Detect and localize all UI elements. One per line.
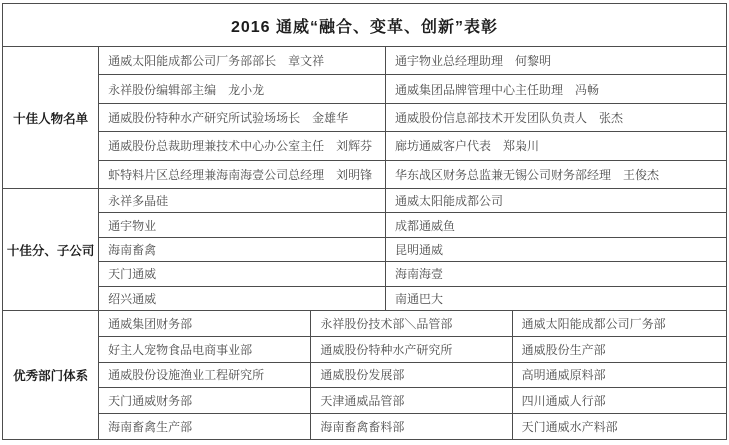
table-cell: 华东战区财务总监兼无锡公司财务部经理 王俊杰 [385, 161, 726, 188]
table-row [99, 74, 726, 102]
section-label-top-ten-people: 十佳人物名单 [3, 47, 99, 188]
table-cell: 天津通威品管部 [310, 388, 511, 413]
table-cell: 南通巴大 [385, 287, 726, 310]
table-cell: 通威股份总裁助理兼技术中心办公室主任 刘辉芬 [108, 139, 373, 154]
table-cell: 好主人宠物食品电商事业部 [108, 342, 253, 357]
section-label-outstanding-departments: 优秀部门体系 [3, 311, 99, 439]
table-cell: 通威集团财务部 [108, 316, 193, 331]
table-cell: 永祥股份编辑部主编 龙小龙 [108, 82, 265, 97]
section-top-ten-people [3, 47, 726, 188]
table-cell: 绍兴通威 [108, 291, 157, 306]
table-cell: 天门通威水产料部 [512, 414, 726, 439]
table-cell: 通威太阳能成都公司厂务部 [512, 311, 726, 336]
table-cell: 天门通威 [108, 267, 157, 282]
table-row [99, 413, 726, 439]
section-outstanding-departments [3, 310, 726, 439]
section-label-top-ten-subsidiaries: 十佳分、子公司 [3, 189, 99, 310]
table-row [99, 47, 726, 74]
table-row [99, 286, 726, 310]
table-cell: 海南畜禽生产部 [108, 420, 193, 435]
table-row [99, 261, 726, 285]
table-cell: 永祥多晶硅 [108, 194, 169, 209]
table-cell: 通威太阳能成都公司 [385, 189, 726, 212]
table-row [99, 189, 726, 212]
table-cell: 廊坊通威客户代表 郑枭川 [385, 132, 726, 159]
section-top-ten-subsidiaries [3, 188, 726, 310]
table-cell: 通威太阳能成都公司厂务部部长 章文祥 [108, 54, 325, 69]
table-cell: 昆明通威 [385, 238, 726, 261]
table-cell: 通宇物业总经理助理 何黎明 [385, 47, 726, 74]
table-cell: 海南畜禽畜料部 [310, 414, 511, 439]
table-cell: 通威股份特种水产研究所试验场场长 金雄华 [108, 111, 349, 126]
table-cell: 虾特料片区总经理兼海南海壹公司总经理 刘明锋 [108, 167, 373, 182]
table-cell: 海南海壹 [385, 262, 726, 285]
table-row [99, 212, 726, 236]
table-cell: 永祥股份技术部＼品管部 [310, 311, 511, 336]
table-cell: 成都通威鱼 [385, 213, 726, 236]
table-row [99, 362, 726, 388]
table-cell: 天门通威财务部 [108, 394, 193, 409]
table-cell: 通威集团品牌管理中心主任助理 冯畅 [385, 75, 726, 102]
table-cell: 高明通威原料部 [512, 363, 726, 388]
table-row [99, 387, 726, 413]
table-cell: 四川通威人行部 [512, 388, 726, 413]
table-row [99, 336, 726, 362]
table-cell: 通宇物业 [108, 218, 157, 233]
table-row [99, 311, 726, 336]
table-row [99, 131, 726, 159]
table-cell: 通威股份特种水产研究所 [310, 337, 511, 362]
table-cell: 通威股份信息部技术开发团队负责人 张杰 [385, 104, 726, 131]
table-row [99, 160, 726, 188]
table-cell: 通威股份设施渔业工程研究所 [108, 368, 265, 383]
section-rows [99, 311, 726, 439]
table-cell: 通威股份生产部 [512, 337, 726, 362]
table-row [99, 237, 726, 261]
section-rows [99, 47, 726, 188]
section-rows [99, 189, 726, 310]
table-cell: 通威股份发展部 [310, 363, 511, 388]
table-row [99, 103, 726, 131]
awards-table [2, 3, 727, 440]
table-cell: 海南畜禽 [108, 243, 157, 258]
table-title: 2016 通威“融合、变革、创新”表彰 [3, 4, 726, 47]
